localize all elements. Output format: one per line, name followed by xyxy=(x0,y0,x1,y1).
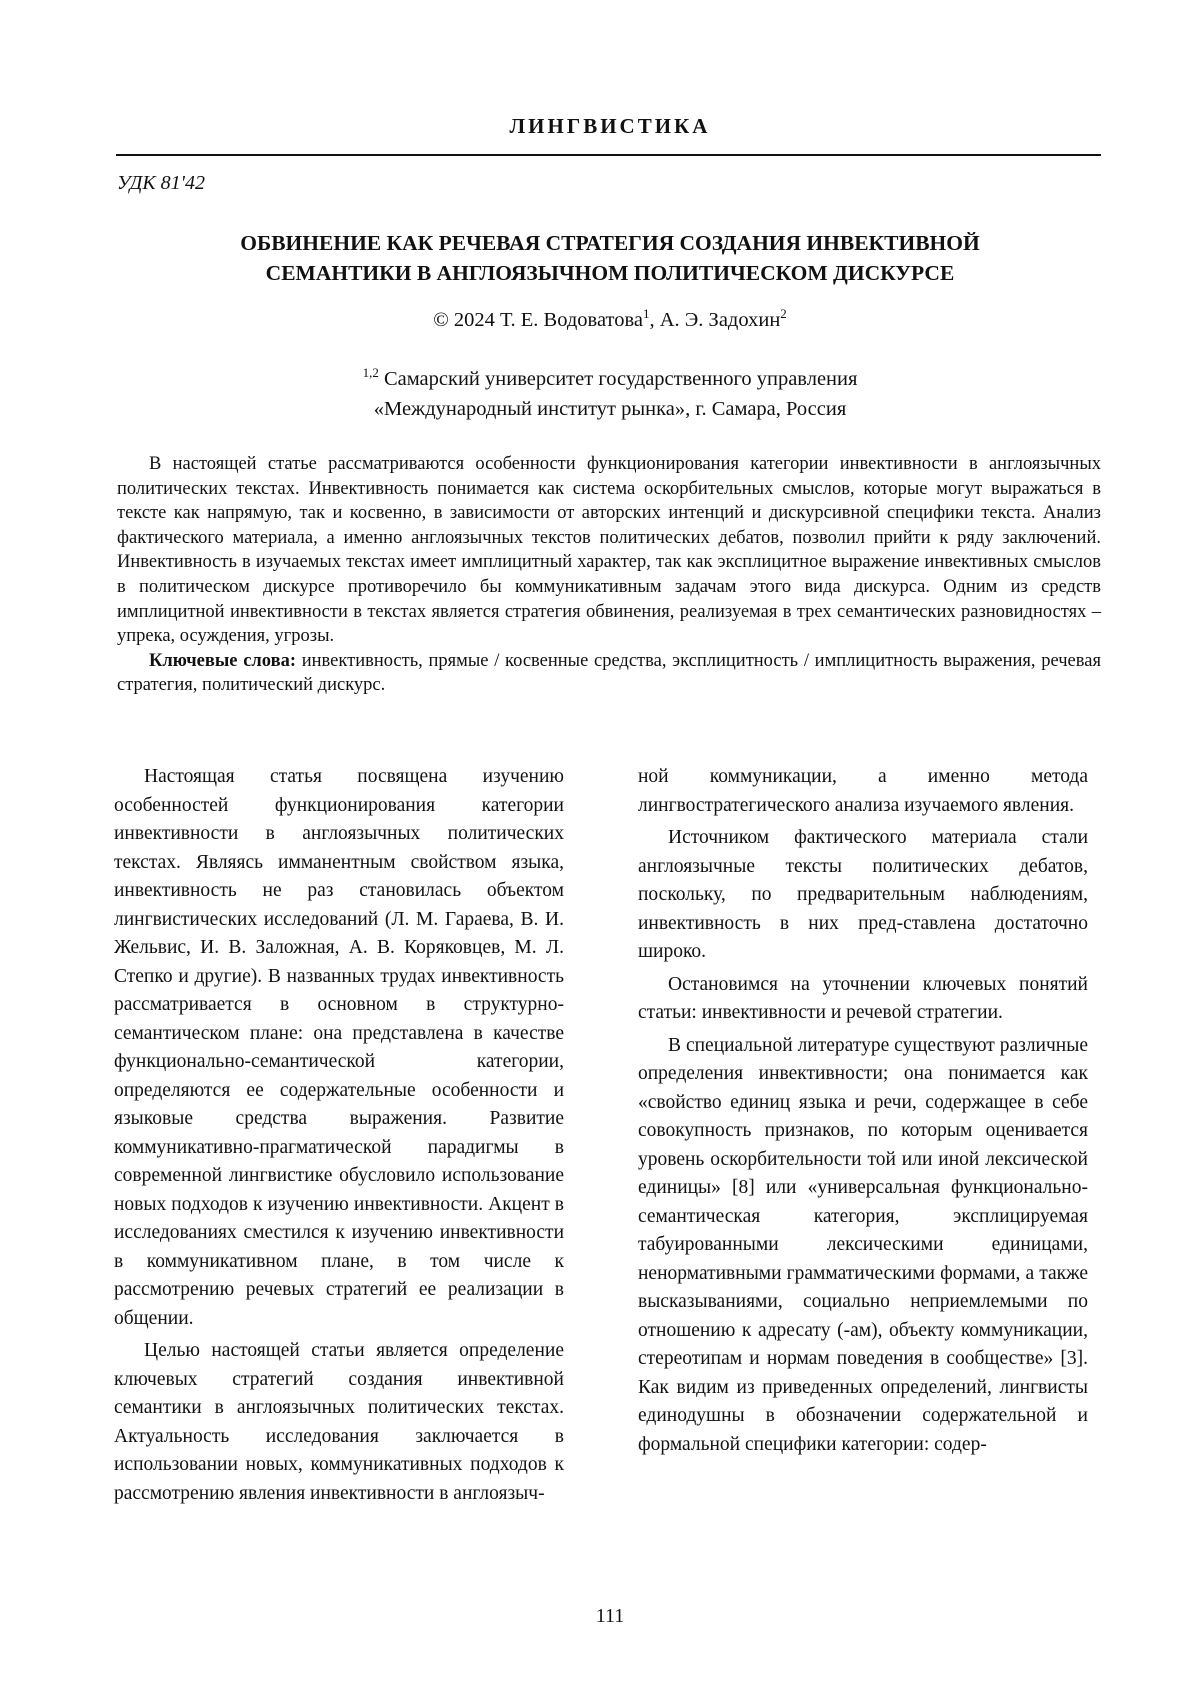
author1-affiliation-mark: 1 xyxy=(642,306,650,321)
body-paragraph: Остановимся на уточнении ключевых понятий статьи: инвективности и речевой стратегии. xyxy=(638,973,1088,1023)
author2-affiliation-mark: 2 xyxy=(780,306,787,321)
affiliation xyxy=(120,364,1100,424)
body-paragraph: Целью настоящей статьи является определение ключевых стратегий создания инвективной семантики в англоязычных политических текстах. Актуальность исследования заключается в использовании новых, коммуникативных подходов к рассмотрению явления инвективности в англоязыч- xyxy=(114,1340,564,1504)
keywords xyxy=(117,649,1101,698)
affiliation-university: Самарский университет государственного управления xyxy=(378,368,858,390)
body-paragraph: Источником фактического материала стали англоязычные тексты политических дебатов, поскольку, по предварительным наблюдениям, инвективность в них пред-ставлена достаточно широко. xyxy=(638,827,1088,962)
article-authors xyxy=(120,306,1100,332)
body-paragraph: В специальной литературе существуют различные определения инвективности; она понимается как «свойство единиц языка и речи, содержащее в себе совокупность признаков, по которым оценивается уровень оскорбительности той или иной лексической единицы» [8] или «универсальная функционально-семантическая категория, эксплицируемая табуированными лексическими единицами, ненормативными грамматическими формами, а также высказываниями, социально неприемлемыми по отношению к адресату (-ам), объекту коммуникации, стереотипам и нормам поведения в сообществе» [3]. Как видим из приведенных определений, лингвисты единодушны в обозначении содержательной и формальной специфики категории: содер- xyxy=(638,1034,1088,1455)
article-title-line-2: СЕМАНТИКИ В АНГЛОЯЗЫЧНОМ ПОЛИТИЧЕСКОМ ДИСКУРСЕ xyxy=(265,261,955,285)
affiliation-line-1 xyxy=(120,364,1100,394)
body-paragraph: Настоящая статья посвящена изучению особенностей функционирования категории инвективности в англоязычных политических текстах. Являясь имманентным свойством языка, инвективность не раз становилась объектом лингвистических исследований (Л. М. Гараева, В. И. Жельвис, И. В. Заложная, А. В. Коряковцев, М. Л. Степко и другие). В названных трудах инвективность рассматривается в основном в структурно-семантическом плане: она представлена в качестве функционально-семантической категории, определяются ее содержательные особенности и языковые средства выражения. Развитие коммуникативно-прагматической парадигмы в современной лингвистике обусловило использование новых подходов к изучению инвективности. Акцент в исследованиях сместился к изучению инвективности в коммуникативном плане, в том числе к рассмотрению речевых стратегий ее реализации в общении. xyxy=(114,766,564,1329)
body-paragraph-continued: ной коммуникации, а именно метода лингвостратегического анализа изучаемого явления. xyxy=(638,766,1088,816)
keywords-label: Ключевые слова: xyxy=(149,650,297,671)
udc-code: УДК 81'42 xyxy=(117,172,205,194)
authors-prefix: © 2024 Т. Е. Водоватова xyxy=(433,309,643,331)
affiliation-mark: 1,2 xyxy=(362,365,379,380)
abstract-text: В настоящей статье рассматриваются особенности функционирования категории инвективности в англоязычных политических текстах. Инвективность понимается как система оскорбительных смыслов, которые могут выражаться в тексте как напрямую, так и косвенно, в зависимости от авторских интенций и дискурсивной специфики текста. Анализ фактического материала, а именно англоязычных текстов политических дебатов, позволил прийти к ряду заключений. Инвективность в изучаемых текстах имеет имплицитный характер, так как эксплицитное выражение инвективных смыслов в политическом дискурсе противоречило бы коммуникативным задачам этого вида дискурса. Одним из средств имплицитной инвективности в текстах является стратегия обвинения, реализуемая в трех семантических разновидностях – упрека, осуждения, угрозы. xyxy=(117,454,1101,647)
affiliation-line-2: «Международный институт рынка», г. Самара, Россия xyxy=(373,398,847,420)
section-heading: ЛИНГВИСТИКА xyxy=(509,114,711,138)
article-title xyxy=(120,228,1100,288)
authors-second: , А. Э. Задохин xyxy=(649,309,781,331)
section-divider xyxy=(116,154,1101,156)
article-title-line-1: ОБВИНЕНИЕ КАК РЕЧЕВАЯ СТРАТЕГИЯ СОЗДАНИЯ ИНВЕКТИВНОЙ xyxy=(240,231,980,255)
body-column-left xyxy=(114,763,564,1512)
abstract xyxy=(117,452,1101,698)
page-number: 111 xyxy=(595,1605,625,1627)
body-column-right xyxy=(638,763,1088,1463)
keywords-list: инвективность, прямые / косвенные средства, эксплицитность / имплицитность выражения, речевая стратегия, политический дискурс. xyxy=(117,650,1101,696)
